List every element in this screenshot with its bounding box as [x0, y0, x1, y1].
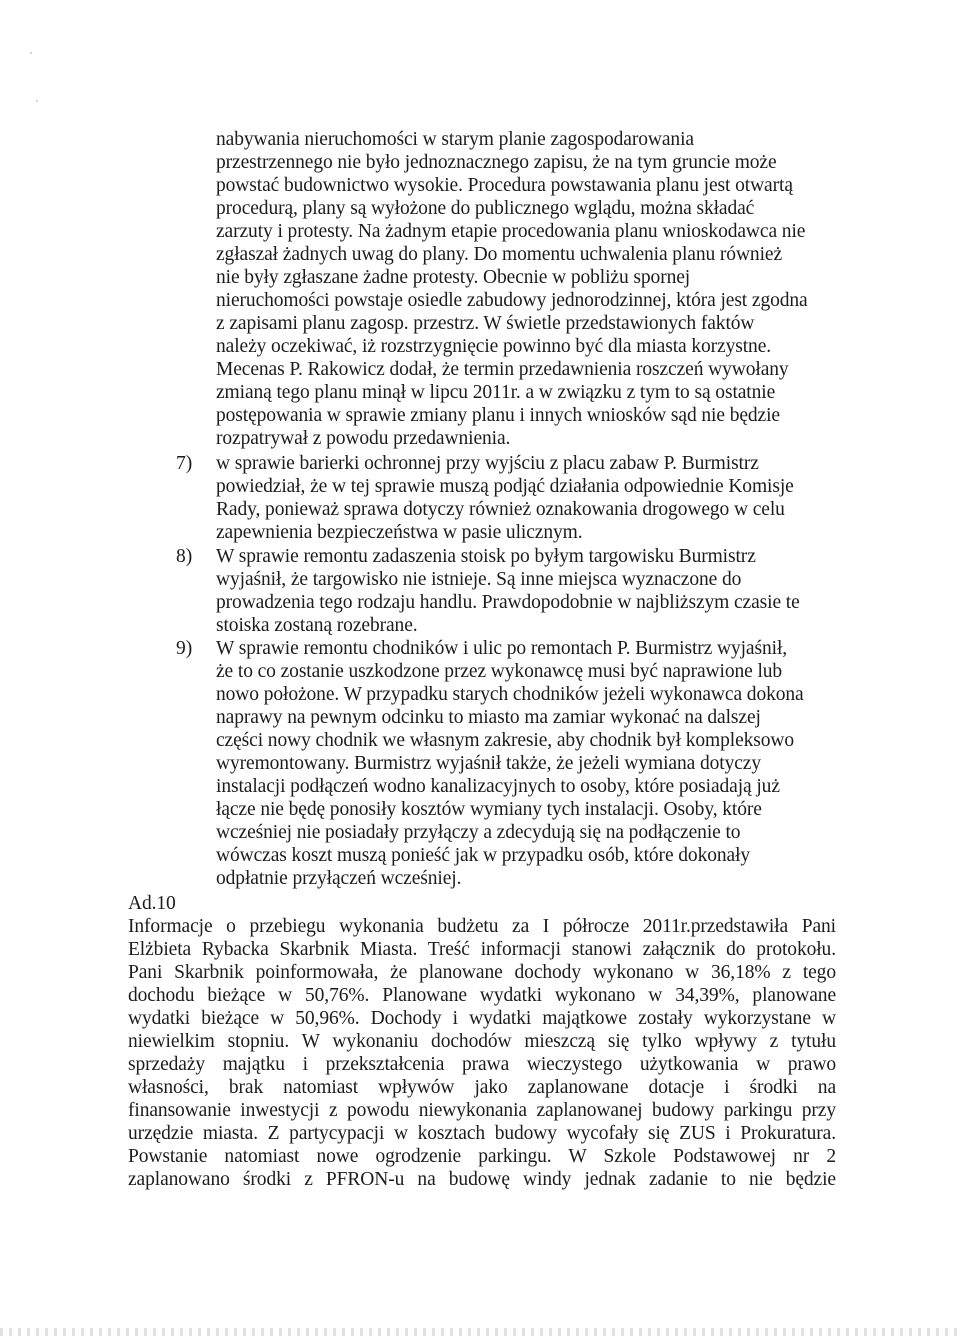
list-item-number: 7) — [176, 453, 193, 474]
text-line: urzędzie miasta. Z partycypacji w kosztach budowy wycofały się ZUS i Prokuratura. — [128, 1123, 836, 1144]
text-line: zaplanowano środki z PFRON-u na budowę windy jednak zadanie to nie będzie — [128, 1169, 836, 1190]
text-line: łącze nie będę ponosiły kosztów wymiany tych instalacji. Osoby, które — [216, 799, 762, 820]
text-line: zgłaszał żadnych uwag do plany. Do momentu uchwalenia planu również — [216, 244, 783, 265]
text-line: odpłatnie przyłączeń wcześniej. — [216, 868, 462, 889]
text-line: Pani Skarbnik poinformowała, że planowane dochody wykonano w 36,18% z tego — [128, 962, 836, 983]
text-line: w sprawie barierki ochronnej przy wyjściu z placu zabaw P. Burmistrz — [216, 453, 759, 474]
text-line: zarzuty i protesty. Na żadnym etapie procedowania planu wnioskodawca nie — [216, 221, 806, 242]
text-line: niewielkim stopniu. W wykonaniu dochodów mieszczą się tylko wpływy z tytułu — [128, 1031, 836, 1052]
text-line: że to co zostanie uszkodzone przez wykonawcę musi być naprawione lub — [216, 661, 783, 682]
text-line: finansowanie inwestycji z powodu niewykonania zaplanowanej budowy parkingu przy — [128, 1100, 836, 1121]
text-line: Mecenas P. Rakowicz dodał, że termin przedawnienia roszczeń wywołany — [216, 359, 789, 380]
text-line: przestrzennego nie było jednoznacznego zapisu, że na tym gruncie może — [216, 152, 777, 173]
text-line: wyjaśnił, że targowisko nie istnieje. Są inne miejsca wyznaczone do — [216, 569, 742, 590]
text-line: powiedział, że w tej sprawie muszą podjąć działania odpowiednie Komisje — [216, 476, 794, 497]
text-line: należy oczekiwać, iż rozstrzygnięcie powinno być dla miasta korzystne. — [216, 336, 772, 357]
text-line: wówczas koszt muszą ponieść jak w przypadku osób, które dokonały — [216, 845, 751, 866]
text-line: nieruchomości powstaje osiedle zabudowy jednorodzinnej, która jest zgodna — [216, 290, 808, 311]
scan-speck — [36, 100, 38, 102]
text-line: wyremontowany. Burmistrz wyjaśnił także, że jeżeli wymiana dotyczy — [216, 753, 761, 774]
section-heading: Ad.10 — [128, 893, 176, 914]
text-line: stoiska zostaną rozebrane. — [216, 615, 418, 636]
text-line: Informacje o przebiegu wykonania budżetu za I półrocze 2011r.przedstawiła Pani — [128, 916, 836, 937]
text-line: z zapisami planu zagosp. przestrz. W świetle przedstawionych faktów — [216, 313, 755, 334]
scan-speck — [30, 52, 32, 54]
text-line: Elżbieta Rybacka Skarbnik Miasta. Treść informacji stanowi załącznik do protokołu. — [128, 939, 836, 960]
list-item-number: 8) — [176, 546, 193, 567]
text-line: dochodu bieżące w 50,76%. Planowane wydatki wykonano w 34,39%, planowane — [128, 985, 836, 1006]
list-item-number: 9) — [176, 638, 193, 659]
text-line: powstać budownictwo wysokie. Procedura powstawania planu jest otwartą — [216, 175, 793, 196]
text-line: Powstanie natomiast nowe ogrodzenie parkingu. W Szkole Podstawowej nr 2 — [128, 1146, 836, 1167]
text-line: nabywania nieruchomości w starym planie zagospodarowania — [216, 129, 694, 150]
text-line: rozpatrywał z powodu przedawnienia. — [216, 428, 511, 449]
text-line: instalacji podłączeń wodno kanalizacyjnych to osoby, które posiadają już — [216, 776, 780, 797]
text-line: prowadzenia tego rodzaju handlu. Prawdopodobnie w najbliższym czasie te — [216, 592, 800, 613]
text-line: sprzedaży majątku i przekształcenia prawa wieczystego użytkowania w prawo — [128, 1054, 836, 1075]
text-line: W sprawie remontu zadaszenia stoisk po byłym targowisku Burmistrz — [216, 546, 756, 567]
text-line: postępowania w sprawie zmiany planu i innych wniosków sąd nie będzie — [216, 405, 780, 426]
text-line: zmianą tego planu minął w lipcu 2011r. a w związku z tym to są ostatnie — [216, 382, 776, 403]
text-line: procedurą, plany są wyłożone do publicznego wglądu, można składać — [216, 198, 755, 219]
text-line: części nowy chodnik we własnym zakresie, aby chodnik był kompleksowo — [216, 730, 795, 751]
text-line: naprawy na pewnym odcinku to miasto ma zamiar wykonać na dalszej — [216, 707, 761, 728]
text-line: zapewnienia bezpieczeństwa w pasie ulicznym. — [216, 522, 583, 543]
text-line: wydatki bieżące w 50,96%. Dochody i wydatki majątkowe zostały wykorzystane w — [128, 1008, 836, 1029]
text-line: W sprawie remontu chodników i ulic po remontach P. Burmistrz wyjaśnił, — [216, 638, 788, 659]
text-line: wcześniej nie posiadały przyłączy a zdecydują się na podłączenie to — [216, 822, 741, 843]
text-line: Rady, ponieważ sprawa dotyczy również oznakowania drogowego w celu — [216, 499, 785, 520]
text-line: nie były zgłaszane żadne protesty. Obecnie w pobliżu spornej — [216, 267, 691, 288]
text-line: własności, brak natomiast wpływów jako zaplanowane dotacje i środki na — [128, 1077, 836, 1098]
text-line: nowo położone. W przypadku starych chodników jeżeli wykonawca dokona — [216, 684, 804, 705]
scan-edge-strip — [0, 1328, 960, 1336]
